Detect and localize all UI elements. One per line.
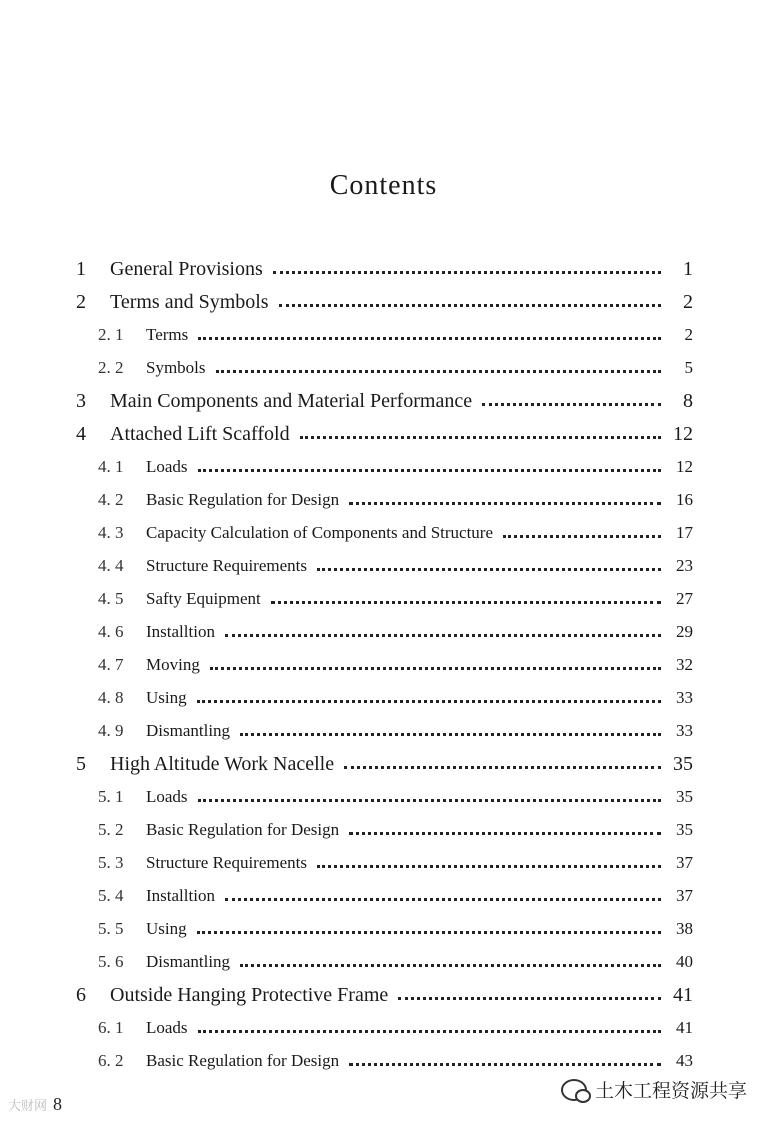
toc-label: General Provisions [110, 257, 263, 280]
toc-label: Basic Regulation for Design [146, 490, 340, 509]
toc-section-row[interactable] [98, 814, 693, 846]
toc-leader-dots [197, 931, 661, 934]
toc-page-number: 1 [683, 257, 693, 280]
toc-label: Dismantling [146, 952, 231, 971]
toc-number: 2. 2 [98, 358, 124, 377]
toc-label: Symbols [146, 358, 206, 377]
toc-label: Structure Requirements [146, 853, 307, 872]
toc-number: 5. 2 [98, 820, 124, 839]
toc-leader-dots [273, 271, 661, 274]
toc-leader-dots [279, 304, 661, 307]
toc-number: 1 [76, 257, 86, 280]
toc-leader-dots [225, 634, 661, 637]
toc-label: Capacity Calculation of Components and Structure [146, 523, 494, 542]
toc-page-number: 37 [676, 853, 693, 872]
toc-number: 2. 1 [98, 325, 124, 344]
toc-leader-dots [503, 535, 661, 538]
toc-number: 5. 3 [98, 853, 124, 872]
toc-number: 4. 3 [98, 523, 124, 542]
toc-section-row[interactable] [98, 880, 693, 912]
watermark-right [561, 1076, 747, 1103]
toc-label: Using [146, 919, 187, 938]
wechat-icon [561, 1079, 587, 1101]
toc-number: 6. 2 [98, 1051, 124, 1070]
toc-leader-dots [225, 898, 661, 901]
toc-leader-dots [349, 1063, 661, 1066]
toc-leader-dots [198, 469, 661, 472]
toc-section-row[interactable] [98, 352, 693, 384]
toc-label: Structure Requirements [146, 556, 307, 575]
toc-number: 4. 2 [98, 490, 124, 509]
toc-leader-dots [216, 370, 661, 373]
toc-number: 5. 1 [98, 787, 124, 806]
toc-number: 4. 8 [98, 688, 124, 707]
toc-page-number: 12 [676, 457, 693, 476]
toc-page-number: 5 [684, 358, 693, 377]
toc-label: Installtion [146, 886, 215, 905]
toc-label: Loads [146, 787, 188, 806]
toc-leader-dots [349, 832, 661, 835]
toc-label: Safty Equipment [146, 589, 261, 608]
toc-label: Moving [146, 655, 200, 674]
toc-page-number: 29 [676, 622, 693, 641]
page-number: 8 [53, 1094, 63, 1114]
toc-page-number: 35 [676, 787, 693, 806]
toc-page-number: 35 [676, 820, 693, 839]
page-title: Contents [329, 170, 438, 201]
toc-section-row[interactable] [98, 715, 693, 747]
toc-label: High Altitude Work Nacelle [110, 752, 335, 775]
footer-left [8, 1094, 62, 1115]
toc-page-number: 35 [673, 752, 693, 775]
toc-leader-dots [300, 436, 661, 439]
toc-label: Using [146, 688, 187, 707]
toc-leader-dots [240, 964, 661, 967]
toc-number: 4. 6 [98, 622, 124, 641]
toc-leader-dots [210, 667, 661, 670]
toc-chapter-row[interactable] [76, 253, 693, 285]
toc-leader-dots [198, 1030, 661, 1033]
toc-page-number: 41 [676, 1018, 693, 1037]
toc-section-row[interactable] [98, 616, 693, 648]
toc-number: 4. 5 [98, 589, 124, 608]
toc-number: 5. 5 [98, 919, 124, 938]
toc-page-number: 27 [676, 589, 693, 608]
toc-section-row[interactable] [98, 550, 693, 582]
toc-label: Main Components and Material Performance [110, 389, 473, 412]
toc-number: 5. 6 [98, 952, 124, 971]
toc-leader-dots [317, 568, 661, 571]
toc-section-row[interactable] [98, 946, 693, 978]
toc-number: 5. 4 [98, 886, 124, 905]
toc-chapter-row[interactable] [76, 286, 693, 318]
toc-number: 4. 9 [98, 721, 124, 740]
toc-section-row[interactable] [98, 913, 693, 945]
toc-leader-dots [344, 766, 661, 769]
toc-leader-dots [349, 502, 661, 505]
toc-page-number: 23 [676, 556, 693, 575]
toc-label: Loads [146, 1018, 188, 1037]
toc-chapter-row[interactable] [76, 418, 693, 450]
toc-section-row[interactable] [98, 781, 693, 813]
toc-leader-dots [317, 865, 661, 868]
toc-label: Loads [146, 457, 188, 476]
toc-label: Terms [146, 325, 189, 344]
toc-page-number: 12 [673, 422, 693, 445]
toc-page-number: 2 [684, 325, 693, 344]
toc-section-row[interactable] [98, 847, 693, 879]
toc-page-number: 16 [676, 490, 693, 509]
toc-leader-dots [398, 997, 661, 1000]
watermark-right-text: 土木工程资源共享 [594, 1080, 747, 1102]
toc-section-row[interactable] [98, 319, 693, 351]
toc-number: 4. 7 [98, 655, 124, 674]
toc-leader-dots [482, 403, 661, 406]
toc-section-row[interactable] [98, 451, 693, 483]
toc-label: Dismantling [146, 721, 231, 740]
toc-page-number: 33 [676, 721, 693, 740]
toc-label: Outside Hanging Protective Frame [110, 983, 389, 1006]
toc-leader-dots [271, 601, 661, 604]
toc-leader-dots [240, 733, 661, 736]
toc-chapter-row[interactable] [76, 385, 693, 417]
toc-section-row[interactable] [98, 1045, 693, 1077]
toc-label: Terms and Symbols [110, 290, 269, 313]
toc-section-row[interactable] [98, 583, 693, 615]
toc-chapter-row[interactable] [76, 979, 693, 1011]
toc-chapter-row[interactable] [76, 748, 693, 780]
watermark-left: 大财网 [8, 1099, 48, 1114]
toc-number: 4. 4 [98, 556, 124, 575]
toc-number: 2 [76, 290, 86, 313]
toc-section-row[interactable] [98, 649, 693, 681]
toc-page-number: 40 [676, 952, 693, 971]
toc-label: Basic Regulation for Design [146, 820, 340, 839]
toc-page-number: 8 [683, 389, 693, 412]
toc-section-row[interactable] [98, 484, 693, 516]
toc-page-number: 41 [673, 983, 693, 1006]
toc-section-row[interactable] [98, 1012, 693, 1044]
toc-section-row[interactable] [98, 517, 693, 549]
toc-number: 5 [76, 752, 86, 775]
toc-label: Attached Lift Scaffold [110, 422, 290, 445]
toc-leader-dots [198, 337, 661, 340]
toc-number: 4. 1 [98, 457, 124, 476]
toc-page-number: 37 [676, 886, 693, 905]
toc-page-number: 33 [676, 688, 693, 707]
toc-label: Installtion [146, 622, 215, 641]
toc-number: 6 [76, 983, 86, 1006]
toc-number: 4 [76, 422, 86, 445]
toc-leader-dots [198, 799, 661, 802]
toc-section-row[interactable] [98, 682, 693, 714]
toc-page-number: 43 [676, 1051, 693, 1070]
toc-page-number: 32 [676, 655, 693, 674]
toc-leader-dots [197, 700, 661, 703]
toc-page-number: 38 [676, 919, 693, 938]
toc-label: Basic Regulation for Design [146, 1051, 340, 1070]
toc-number: 3 [76, 389, 86, 412]
toc-number: 6. 1 [98, 1018, 124, 1037]
toc-page-number: 17 [676, 523, 693, 542]
toc-page-number: 2 [683, 290, 693, 313]
